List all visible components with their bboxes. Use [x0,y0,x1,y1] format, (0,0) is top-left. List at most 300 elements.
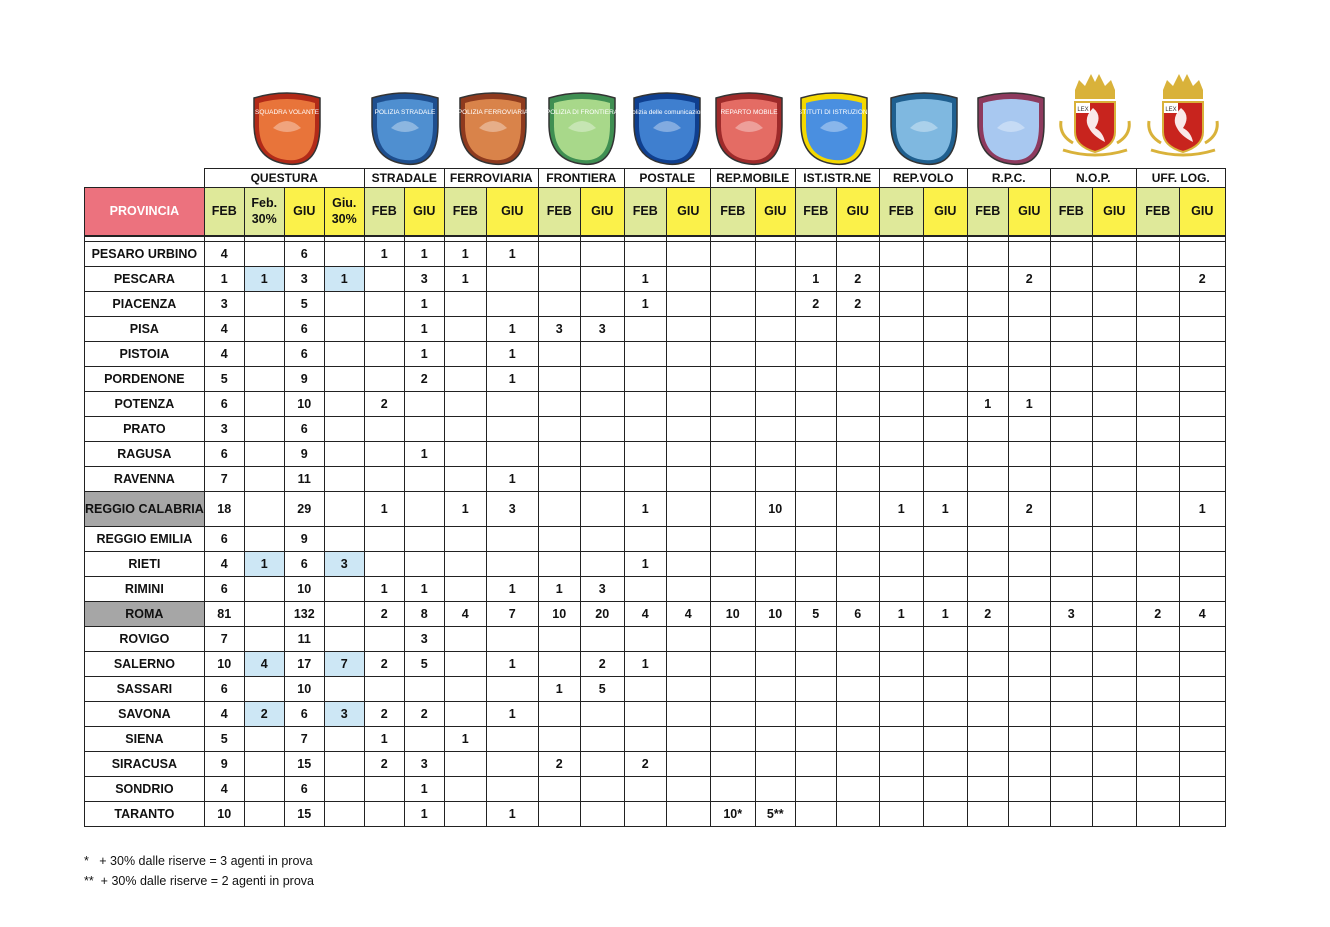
table-cell: 10 [538,602,580,627]
table-cell [923,267,967,292]
table-cell [923,727,967,752]
group-header-rep-mobile: REP.MOBILE [710,169,795,188]
table-cell [795,677,836,702]
table-cell [1050,577,1092,602]
svg-text:ISTITUTI DI ISTRUZIONE: ISTITUTI DI ISTRUZIONE [796,109,872,116]
table-cell: 6 [284,417,324,442]
table-cell: 1 [624,552,666,577]
province-name: PRATO [85,417,205,442]
table-cell [364,417,404,442]
table-cell [1136,777,1179,802]
rpc-badge [978,93,1044,164]
table-cell [879,752,923,777]
table-cell: 1 [486,242,538,267]
table-cell: 2 [538,752,580,777]
table-cell [795,627,836,652]
group-header-stradale: STRADALE [364,169,444,188]
footnote-double-asterisk: ** + 30% dalle riserve = 2 agenti in prova [84,874,314,888]
table-cell: 3 [404,267,444,292]
sub-header-giu-23: GIU [1179,188,1225,237]
province-name: RAVENNA [85,467,205,492]
table-row [85,342,1226,367]
nop-crest [1061,74,1130,155]
table-cell: 1 [244,552,284,577]
table-cell [795,242,836,267]
table-cell [624,702,666,727]
table-cell: 9 [284,367,324,392]
table-cell [795,802,836,827]
table-cell: 2 [1179,267,1225,292]
table-cell [1050,727,1092,752]
table-cell [923,442,967,467]
svg-text:POLIZIA DI FRONTIERA: POLIZIA DI FRONTIERA [545,109,619,116]
table-cell [755,467,795,492]
table-cell: 1 [1008,392,1050,417]
table-cell [324,442,364,467]
table-cell: 1 [244,267,284,292]
table-cell [1008,777,1050,802]
table-cell [879,727,923,752]
table-cell [1008,627,1050,652]
table-cell [1050,527,1092,552]
table-cell [444,442,486,467]
table-cell: 1 [444,727,486,752]
table-cell [580,467,624,492]
group-header-r-p-c: R.P.C. [967,169,1050,188]
table-cell: 8 [404,602,444,627]
table-cell [923,242,967,267]
table-cell: 7 [284,727,324,752]
table-cell [710,442,755,467]
assignment-table [84,168,1226,827]
table-row [85,752,1226,777]
table-cell [1136,802,1179,827]
table-cell [538,467,580,492]
table-cell [755,752,795,777]
table-cell [324,727,364,752]
table-cell [836,492,879,527]
table-cell [967,527,1008,552]
province-name: SASSARI [85,677,205,702]
table-cell [364,467,404,492]
table-cell [666,242,710,267]
table-cell [1136,727,1179,752]
table-cell [755,577,795,602]
table-cell: 15 [284,802,324,827]
table-cell [364,317,404,342]
table-cell [710,242,755,267]
sub-header-line2: 30% [331,211,357,226]
table-cell [710,317,755,342]
table-cell [1008,442,1050,467]
table-cell [324,417,364,442]
table-cell [1179,702,1225,727]
table-cell [1008,602,1050,627]
table-cell [967,367,1008,392]
table-cell [879,552,923,577]
sub-header-row [85,188,1226,237]
svg-text:polizia delle comunicazioni: polizia delle comunicazioni [628,109,706,116]
table-cell: 6 [204,577,244,602]
table-cell [710,777,755,802]
table-cell [967,702,1008,727]
table-cell: 3 [204,417,244,442]
table-cell: 2 [364,702,404,727]
table-cell [836,342,879,367]
province-name: PISTOIA [85,342,205,367]
table-cell [1179,467,1225,492]
table-cell: 1 [879,602,923,627]
table-cell [1179,677,1225,702]
table-cell [580,752,624,777]
table-cell [364,677,404,702]
table-cell [879,527,923,552]
table-cell: 10 [204,802,244,827]
table-cell [1050,342,1092,367]
table-cell [1136,527,1179,552]
table-cell [755,652,795,677]
table-cell [755,702,795,727]
table-cell [1008,577,1050,602]
table-cell [1179,442,1225,467]
table-cell [624,677,666,702]
table-cell: 5 [204,727,244,752]
table-cell [1008,342,1050,367]
table-cell: 17 [284,652,324,677]
table-cell [580,702,624,727]
table-cell [923,317,967,342]
table-cell [364,777,404,802]
table-cell [324,467,364,492]
table-cell: 1 [795,267,836,292]
table-cell [1136,492,1179,527]
table-cell [1008,527,1050,552]
sub-header-line1: Feb. [251,195,278,210]
table-cell [1092,802,1136,827]
sub-header-giu-2: GIU [284,188,324,237]
table-cell [1050,777,1092,802]
table-cell [538,267,580,292]
table-cell [967,242,1008,267]
table-cell [879,317,923,342]
table-cell [666,727,710,752]
table-cell [710,702,755,727]
table-cell [666,367,710,392]
svg-text:REPARTO MOBILE: REPARTO MOBILE [720,109,778,116]
squadra-volante-badge [254,93,320,164]
table-cell [404,492,444,527]
table-cell [795,442,836,467]
table-cell: 3 [204,292,244,317]
table-cell [1050,417,1092,442]
table-cell: 2 [364,602,404,627]
table-cell [967,467,1008,492]
table-cell [244,342,284,367]
table-cell [836,417,879,442]
table-cell: 4 [624,602,666,627]
table-cell [444,292,486,317]
table-cell [538,292,580,317]
table-cell [1050,292,1092,317]
table-cell [967,777,1008,802]
table-cell [710,577,755,602]
table-cell [1092,652,1136,677]
table-cell: 81 [204,602,244,627]
table-cell [538,652,580,677]
table-cell [879,577,923,602]
table-cell: 10 [755,602,795,627]
table-cell [879,467,923,492]
table-cell [404,417,444,442]
table-cell: 2 [404,702,444,727]
table-cell [836,442,879,467]
group-header-n-o-p: N.O.P. [1050,169,1136,188]
table-cell [1092,292,1136,317]
table-cell [1092,627,1136,652]
table-cell [1136,677,1179,702]
table-cell [666,752,710,777]
polizia-stradale-badge [372,93,438,164]
table-cell [1092,702,1136,727]
table-cell [324,577,364,602]
table-cell [444,467,486,492]
table-cell [1008,702,1050,727]
table-cell: 1 [324,267,364,292]
sub-header-giu-19: GIU [1008,188,1050,237]
table-cell: 2 [364,652,404,677]
sub-header-giu-17: GIU [923,188,967,237]
table-cell [624,367,666,392]
table-cell [967,627,1008,652]
table-cell [795,777,836,802]
table-cell: 2 [624,752,666,777]
table-cell: 9 [284,527,324,552]
table-cell [624,727,666,752]
table-cell [244,752,284,777]
table-cell [967,417,1008,442]
table-cell: 10* [710,802,755,827]
table-cell: 5 [580,677,624,702]
table-cell [967,577,1008,602]
table-cell: 6 [284,552,324,577]
table-cell: 4 [204,552,244,577]
svg-text:LEX: LEX [1077,107,1089,113]
table-cell [795,552,836,577]
table-cell [879,292,923,317]
table-row [85,442,1226,467]
table-cell: 6 [836,602,879,627]
sub-header-line2: 30% [251,211,277,226]
table-cell [795,467,836,492]
table-cell [1179,552,1225,577]
emblem-strip [0,0,1330,170]
table-cell: 10 [755,492,795,527]
table-cell [580,777,624,802]
table-cell [1050,677,1092,702]
table-cell [1092,602,1136,627]
table-cell [1092,527,1136,552]
table-cell [755,442,795,467]
table-cell [923,577,967,602]
table-cell [1179,392,1225,417]
table-cell [624,242,666,267]
table-cell: 1 [486,802,538,827]
table-cell: 1 [879,492,923,527]
table-cell [538,242,580,267]
svg-text:POLIZIA STRADALE: POLIZIA STRADALE [374,109,436,116]
table-cell [1008,367,1050,392]
table-cell [879,442,923,467]
table-cell [444,342,486,367]
table-cell: 6 [204,527,244,552]
sub-header-line1: Giu. [332,195,357,210]
table-cell [444,527,486,552]
table-cell [538,702,580,727]
table-cell [486,442,538,467]
table-cell: 2 [364,752,404,777]
table-cell: 6 [284,242,324,267]
table-cell: 3 [580,317,624,342]
table-cell [364,552,404,577]
province-name: POTENZA [85,392,205,417]
table-cell [1092,467,1136,492]
table-cell [967,677,1008,702]
table-cell [1050,317,1092,342]
table-cell: 1 [486,367,538,392]
table-cell [879,342,923,367]
table-cell [836,702,879,727]
table-cell: 1 [624,292,666,317]
table-cell [710,677,755,702]
table-cell [1092,417,1136,442]
table-cell: 7 [324,652,364,677]
table-cell [444,652,486,677]
sub-header-feb-16: FEB [879,188,923,237]
table-cell: 1 [923,602,967,627]
table-cell [1050,267,1092,292]
table-cell [1136,442,1179,467]
table-cell: 6 [284,317,324,342]
table-cell [1179,242,1225,267]
table-cell [580,442,624,467]
table-cell [666,492,710,527]
table-cell [879,392,923,417]
table-cell [538,367,580,392]
table-cell [967,292,1008,317]
table-cell: 4 [666,602,710,627]
table-row [85,652,1226,677]
table-cell [879,367,923,392]
table-cell: 6 [284,777,324,802]
table-cell [836,467,879,492]
province-name: ROMA [85,602,205,627]
table-cell: 9 [284,442,324,467]
table-cell: 1 [444,242,486,267]
table-cell [710,367,755,392]
table-cell [1179,577,1225,602]
table-cell [404,467,444,492]
table-cell [755,392,795,417]
table-cell [923,777,967,802]
province-name: TARANTO [85,802,205,827]
table-cell [967,802,1008,827]
table-cell [404,527,444,552]
table-cell: 6 [204,677,244,702]
table-cell [1050,242,1092,267]
table-cell [836,367,879,392]
table-cell [538,417,580,442]
table-cell [1136,417,1179,442]
svg-text:POLIZIA FERROVIARIA: POLIZIA FERROVIARIA [457,109,529,116]
table-cell [244,527,284,552]
svg-text:SQUADRA VOLANTE: SQUADRA VOLANTE [255,109,319,116]
table-cell [795,492,836,527]
table-cell [879,777,923,802]
table-cell [1008,727,1050,752]
table-cell: 2 [795,292,836,317]
table-cell [795,702,836,727]
table-row [85,577,1226,602]
table-cell [879,417,923,442]
table-cell [486,417,538,442]
table-cell [324,367,364,392]
table-cell: 6 [204,392,244,417]
footnotes [84,851,314,891]
table-cell [1179,367,1225,392]
sub-header-feb-10: FEB [624,188,666,237]
table-cell [755,777,795,802]
table-cell: 1 [404,802,444,827]
table-cell [486,627,538,652]
table-cell [666,267,710,292]
table-cell [879,652,923,677]
table-cell [364,292,404,317]
table-cell [755,267,795,292]
table-cell [1179,417,1225,442]
table-cell [755,342,795,367]
table-cell [244,417,284,442]
table-cell [244,442,284,467]
table-cell [444,552,486,577]
table-cell [244,292,284,317]
table-cell: 6 [284,342,324,367]
table-cell: 3 [486,492,538,527]
table-cell: 4 [204,342,244,367]
table-cell [879,627,923,652]
table-cell: 1 [923,492,967,527]
table-cell: 3 [324,552,364,577]
table-cell [836,727,879,752]
table-cell [967,752,1008,777]
table-cell [244,727,284,752]
table-cell [444,677,486,702]
table-cell [244,577,284,602]
table-row [85,777,1226,802]
table-cell [486,727,538,752]
table-cell [1136,552,1179,577]
table-cell [244,392,284,417]
table-cell [324,242,364,267]
table-cell [538,527,580,552]
table-cell [836,577,879,602]
table-cell [580,267,624,292]
table-cell: 4 [244,652,284,677]
table-cell [1050,752,1092,777]
sub-header-giu-11: GIU [666,188,710,237]
table-cell: 4 [204,242,244,267]
table-cell [1050,652,1092,677]
table-cell: 10 [284,677,324,702]
